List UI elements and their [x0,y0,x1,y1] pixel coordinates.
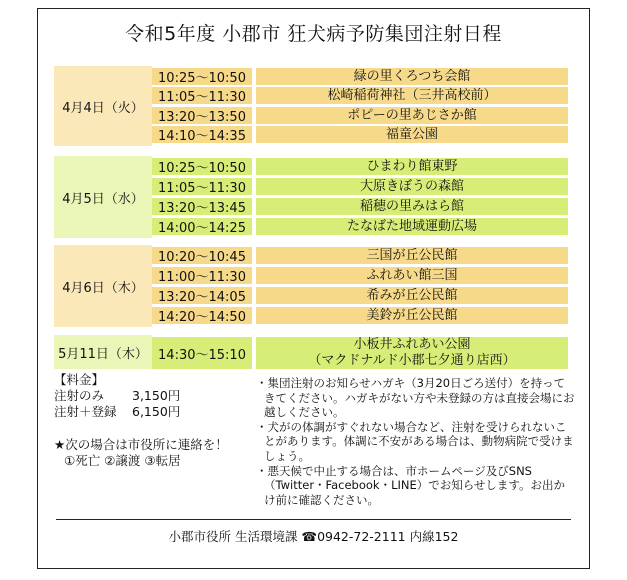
note-item: ・悪天候で中止する場合は、市ホームページ及びSNS（Twitter・Facebook・LINE）でお知らせします。お出かけ前に確認ください。 [256,463,565,507]
schedule-place: 松崎稲荷神社（三井高校前） [256,87,568,104]
note-item: ・集団注射のお知らせハガキ（3月20日ごろ送付）を持ってきてください。ハガキがない方や未登録の方は直接会場にお越しください。 [256,376,575,420]
note-item: ・犬がの体調がすぐれない場合など、注射を受けられないことがあります。体調に不安がある場合は、動物病院で受けましょう。 [256,419,574,463]
schedule-row [152,87,568,104]
fee-label: 注射＋登録 [54,404,117,419]
schedule-time: 11:05～11:30 [152,178,252,195]
schedule-place: 三国が丘公民館 [256,247,568,264]
notes-list [256,376,576,507]
schedule-row [152,307,568,324]
schedule-group-apr5 [54,156,568,238]
schedule-place: 緑の里くろつち会館 [256,68,568,85]
schedule-time: 10:25～10:50 [152,68,252,85]
schedule-date: 4月4日（火） [54,66,152,146]
schedule-group-may11 [54,335,568,369]
schedule-place: 福童公園 [256,126,568,143]
schedule-row [152,158,568,175]
schedule-place: 希みが丘公民館 [256,287,568,304]
schedule-place-detail: （マクドナルド小郡七夕通り店西） [308,353,516,368]
notice-cases: ①死亡 ②譲渡 ③転居 [64,453,181,468]
schedule-place: たなばた地域運動広場 [256,218,568,235]
fee-section [54,372,180,420]
fee-row [54,404,180,420]
page-title: 令和5年度 小郡市 狂犬病予防集団注射日程 [125,23,502,45]
fee-value: 3,150円 [132,388,181,403]
schedule-row [152,247,568,264]
footer-divider [56,519,571,520]
schedule-date: 5月11日（木） [54,335,152,369]
schedule-row [152,198,568,215]
schedule-place-name: 小板井ふれあい公園 [353,337,471,352]
schedule-row [152,337,568,369]
schedule-row [152,267,568,284]
schedule-row [152,218,568,235]
schedule-time: 13:20～14:05 [152,287,252,304]
schedule-date: 4月5日（水） [54,156,152,238]
schedule-time: 11:05～11:30 [152,87,252,104]
fee-label: 注射のみ [54,388,105,403]
schedule-time: 14:30～15:10 [152,337,252,369]
schedule-place [256,337,568,369]
schedule-row [152,68,568,85]
schedule-place: 稲穂の里みはら館 [256,198,568,215]
schedule-row [152,126,568,143]
schedule-row [152,287,568,304]
schedule-time: 14:00～14:25 [152,218,252,235]
fee-row [54,388,180,404]
schedule-place: ふれあい館三国 [256,267,568,284]
schedule-row [152,107,568,124]
contact-notice [54,437,228,469]
schedule-row [152,178,568,195]
schedule-time: 14:20～14:50 [152,307,252,324]
schedule-time: 10:25～10:50 [152,158,252,175]
schedule-place: ポピーの里あじさか館 [256,107,568,124]
fee-value: 6,150円 [132,404,181,419]
schedule-date: 4月6日（木） [54,245,152,327]
notice-heading: ★次の場合は市役所に連絡を！ [54,437,228,452]
schedule-time: 10:20～10:45 [152,247,252,264]
fee-header: 【料金】 [54,372,105,387]
schedule-time: 14:10～14:35 [152,126,252,143]
schedule-group-apr6 [54,245,568,327]
schedule-place: 大原きぼうの森館 [256,178,568,195]
footer-contact: 小郡市役所 生活環境課 ☎0942-72-2111 内線152 [168,529,459,544]
schedule-time: 13:20～13:45 [152,198,252,215]
schedule-time: 13:20～13:50 [152,107,252,124]
schedule-place: 美鈴が丘公民館 [256,307,568,324]
schedule-time: 11:00～11:30 [152,267,252,284]
schedule-group-apr4 [54,66,568,146]
schedule-place: ひまわり館東野 [256,158,568,175]
